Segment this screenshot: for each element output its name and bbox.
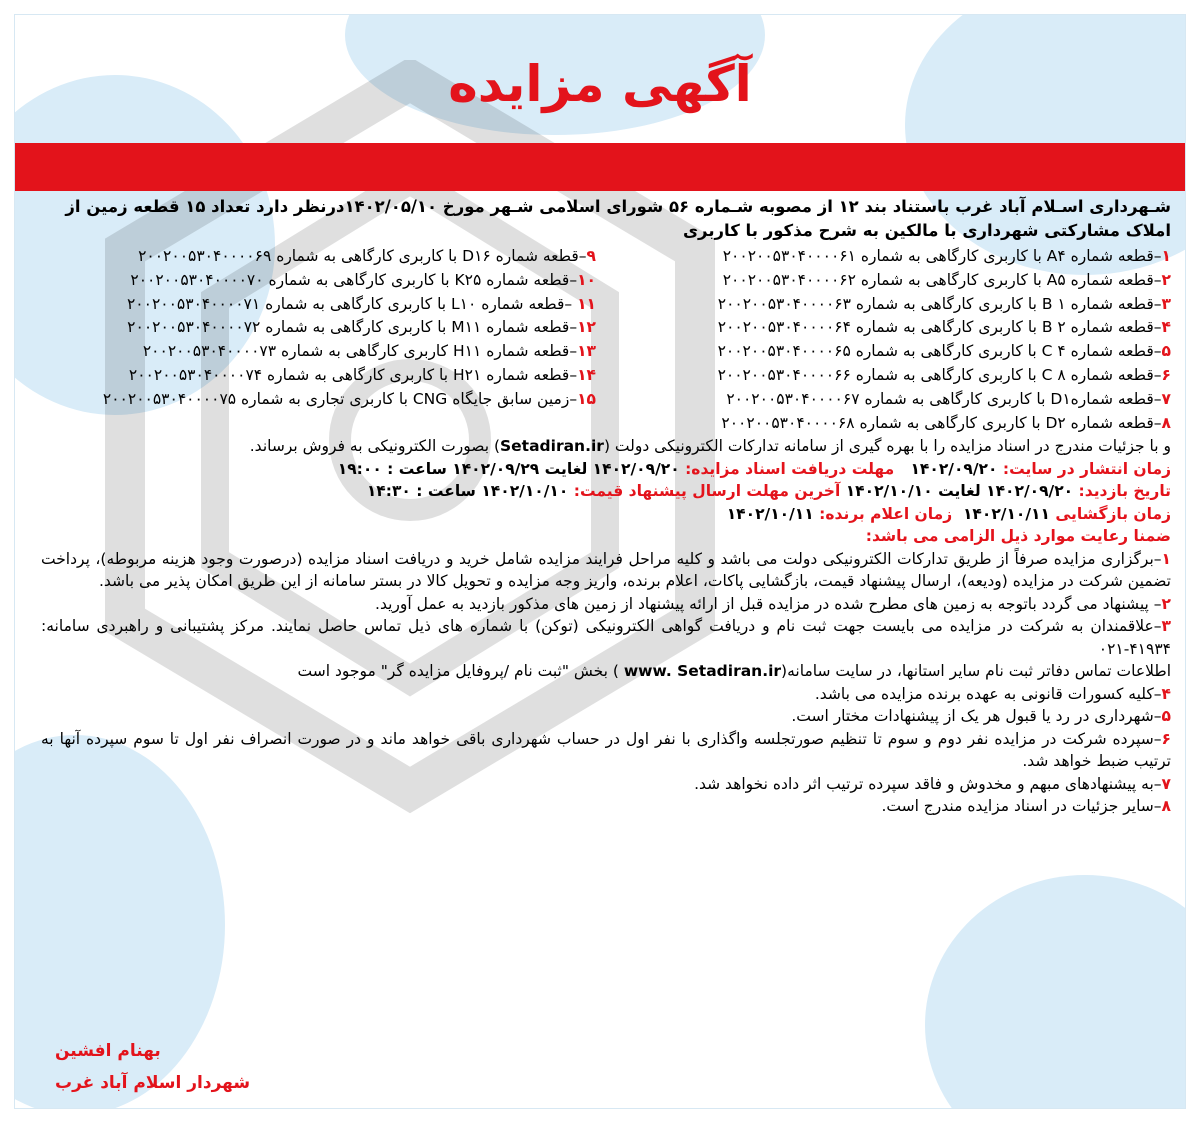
notice-body [41, 195, 1171, 818]
opening-dates-line: زمان بازگشایی ۱۴۰۲/۱۰/۱۱ زمان اعلام برنده: ۱۴۰۲/۱۰/۱۱ [726, 504, 1171, 523]
parcel-item: ۴–قطعه شماره ۲ B با کاربری کارگاهی به شماره ۲۰۰۲۰۰۵۳۰۴۰۰۰۰۶۴ [717, 318, 1171, 337]
parcel-item: ۱۴–قطعه شماره H۲۱ با کاربری کارگاهی به شماره ۲۰۰۲۰۰۵۳۰۴۰۰۰۰۷۴ [128, 365, 596, 384]
sale-method-line: و با جزئیات مندرج در اسناد مزایده را با بهره گیری از سامانه تدارکات الکترونیکی دولت (Setadiran.ir) بصورت الکترونیکی به فروش برساند. [249, 437, 1171, 456]
parcel-item: ۱۱ –قطعه شماره L۱۰ با کاربری کارگاهی به شماره ۲۰۰۲۰۰۵۳۰۴۰۰۰۰۷۱ [126, 294, 596, 313]
requirement-item: ۴–کلیه کسورات قانونی به عهده برنده مزایده می باشد. [814, 684, 1171, 703]
signer-role: شهردار اسلام آباد غرب [55, 1073, 251, 1093]
parcel-column-left [41, 245, 596, 435]
notice-frame [14, 14, 1186, 1109]
visit-dates-line: تاریخ بازدید: ۱۴۰۲/۰۹/۲۰ لغایت ۱۴۰۲/۱۰/۱۰ آخرین مهلت ارسال پیشنهاد قیمت: ۱۴۰۲/۱۰/۱۰ ساعت : ۱۴:۳۰ [366, 482, 1171, 501]
requirements-heading: ضمنا رعایت موارد ذیل الزامی می باشد: [865, 527, 1171, 546]
requirement-item: ۸–سایر جزئیات در اسناد مزایده مندرج است. [881, 797, 1171, 816]
requirement-item: ۷–به پیشنهادهای مبهم و مخدوش و فاقد سپرده ترتیب اثر داده نخواهد شد. [694, 774, 1171, 793]
requirement-item: ۱–برگزاری مزایده صرفاً از طریق تدارکات الکترونیکی دولت می باشد و کلیه مراحل فرایند مزایده شامل خرید و دریافت اسناد مزایده (درصورت وجود هزینه مربوطه)، پرداخت تضمین شرکت در مزایده (ودیعه)، ارسال پیشنهاد قیمت، بازگشایی پاکات، اعلام برنده، واریز وجه مزایده و تحویل کالا در بستر سامانه از این طریق امکان پذیر می باشد. [41, 549, 1171, 591]
parcel-item: ۱۵–زمین سابق جایگاه CNG با کاربری تجاری به شماره ۲۰۰۲۰۰۵۳۰۴۰۰۰۰۷۵ [102, 389, 596, 408]
signer-name: بهنام افشین [55, 1041, 161, 1061]
publish-dates-line: زمان انتشار در سایت: ۱۴۰۲/۰۹/۲۰ مهلت دریافت اسناد مزایده: ۱۴۰۲/۰۹/۲۰ لغایت ۱۴۰۲/۰۹/۲۹ ساعت : ۱۹:۰۰ [337, 459, 1171, 478]
parcel-item: ۳–قطعه شماره ۱ B با کاربری کارگاهی به شماره ۲۰۰۲۰۰۵۳۰۴۰۰۰۰۶۳ [717, 294, 1171, 313]
parcel-item: ۵–قطعه شماره ۴ C با کاربری کارگاهی به شماره ۲۰۰۲۰۰۵۳۰۴۰۰۰۰۶۵ [717, 342, 1171, 361]
parcel-item: ۱–قطعه شماره A۴ با کاربری کارگاهی به شماره ۲۰۰۲۰۰۵۳۰۴۰۰۰۰۶۱ [722, 247, 1171, 265]
title-red-bar [15, 143, 1185, 191]
parcel-item: ۸–قطعه شماره D۲ با کاربری کارگاهی به شماره ۲۰۰۲۰۰۵۳۰۴۰۰۰۰۶۸ [721, 413, 1171, 432]
requirement-item: ۳–علاقمندان به شرکت در مزایده می بایست جهت ثبت نام و دریافت گواهی الکترونیکی (توکن) با شماره های ذیل تماس حاصل نمایند. مرکز پشتیبانی و راهبردی سامانه: ۴۱۹۳۴-۰۲۱ [41, 617, 1171, 658]
parcel-item: ۲–قطعه شماره A۵ با کاربری کارگاهی به شماره ۲۰۰۲۰۰۵۳۰۴۰۰۰۰۶۲ [722, 270, 1171, 289]
signature-block [55, 1035, 250, 1099]
parcel-item: ۱۲–قطعه شماره M۱۱ با کاربری کارگاهی به شماره ۲۰۰۲۰۰۵۳۰۴۰۰۰۰۷۲ [127, 318, 596, 337]
requirement-item: ۶–سپرده شرکت در مزایده نفر دوم و سوم تا تنظیم صورتجلسه واگذاری با نفر اول در حساب شهرداری باقی خواهد ماند و در صورت انصراف نفر اول تا سوم سپرده آنها به ترتیب ضبط خواهد شد. [41, 729, 1171, 771]
parcel-item: ۱۳–قطعه شماره H۱۱ کاربری کارگاهی به شماره ۲۰۰۲۰۰۵۳۰۴۰۰۰۰۷۳ [142, 342, 596, 361]
notice-title: آگهی مزایده [448, 55, 752, 113]
intro-paragraph: شـهرداری اسـلام آباد غرب باستناد بند ۱۲ از مصوبه شـماره ۵۶ شورای اسلامی شـهر مورخ ۱۴۰۲/۰۵/۱۰درنظر دارد تعداد ۱۵ قطعه زمین از املاک مشارکتی شهرداری با مالکین به شرح مذکور با کاربری [65, 197, 1171, 240]
requirement-item: ۲– پیشنهاد می گردد باتوجه به زمین های مطرح شده در مزایده قبل از ارائه پیشنهاد از زمین های مذکور بازدید به عمل آورید. [375, 594, 1171, 613]
setadiran-link[interactable]: Setadiran.ir [500, 437, 604, 456]
requirement-item: ۵–شهرداری در رد یا قبول هر یک از پیشنهادات مختار است. [791, 707, 1171, 726]
parcel-item: ۹–قطعه شماره D۱۶ با کاربری کارگاهی به شماره ۲۰۰۲۰۰۵۳۰۴۰۰۰۰۶۹ [138, 247, 596, 265]
parcel-list [41, 245, 1171, 435]
parcel-item: ۶–قطعه شماره ۸ C با کاربری کارگاهی به شماره ۲۰۰۲۰۰۵۳۰۴۰۰۰۰۶۶ [717, 365, 1171, 384]
parcel-column-right [616, 245, 1171, 435]
contact-info-line: اطلاعات تماس دفاتر ثبت نام سایر استانها، در سایت سامانه(www. Setadiran.ir ) بخش "ثبت نام /پروفایل مزایده گر" موجود است [297, 662, 1171, 681]
parcel-item: ۱۰–قطعه شماره K۲۵ با کاربری کارگاهی به شماره ۲۰۰۲۰۰۵۳۰۴۰۰۰۰۷۰ [130, 270, 596, 289]
setadiran-www-link[interactable]: www. Setadiran.ir [623, 662, 782, 681]
parcel-item: ۷–قطعه شمارهD۱ با کاربری کارگاهی به شماره ۲۰۰۲۰۰۵۳۰۴۰۰۰۰۶۷ [726, 389, 1171, 408]
